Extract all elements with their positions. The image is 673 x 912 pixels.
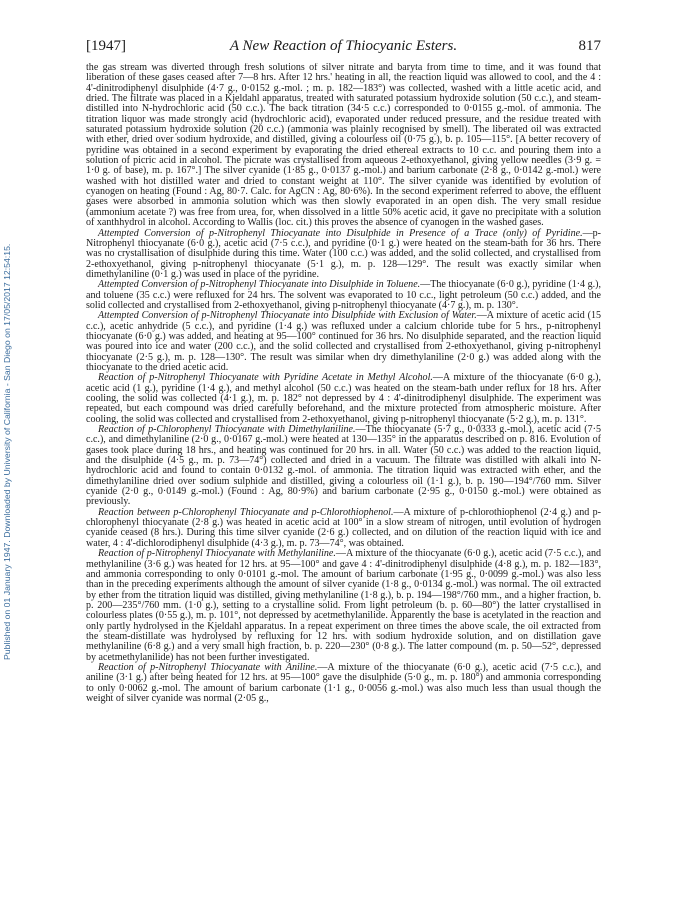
section-heading: Reaction of p-Nitrophenyl Thiocyanate with Pyridine Acetate in Methyl Alcohol. (98, 372, 433, 384)
section-heading: Attempted Conversion of p-Nitrophenyl Thiocyanate into Disulphide in Toluene. (98, 279, 421, 291)
paragraph-exclusion-water (86, 311, 601, 373)
paragraph-aniline (86, 663, 601, 704)
paragraph-pyridine-trace (86, 229, 601, 281)
download-watermark (2, 60, 14, 660)
paragraph-text: —A mixture of p-chlorothiophenol (2·4 g.) and p-chlorophenyl thiocyanate (2·8 g.) was heated in acetic acid at 100° in a slow stream of nitrogen, until evolution of hydrogen cyanide ceased (8 hrs.). During this time silver cyanide (2·6 g.) collected, and on dilution of the reaction liquid with ice and water, 4 : 4'-dichlorodiphenyl disulphide (4·3 g.), m. p. 73—74°, was obtained. (86, 506, 601, 549)
section-heading: Reaction of p-Nitrophenyl Thiocyanate with Aniline. (98, 661, 318, 673)
page-header (86, 38, 601, 58)
section-heading: Reaction of p-Chlorophenyl Thiocyanate with Dimethylaniline. (98, 424, 356, 436)
paragraph-chlorothiophenol (86, 508, 601, 549)
paragraph-pyridine-acetate (86, 373, 601, 425)
section-heading: Reaction between p-Chlorophenyl Thiocyanate and p-Chlorothiophenol. (98, 506, 394, 518)
paragraph-dimethylaniline (86, 425, 601, 508)
paragraph-methylaniline (86, 549, 601, 663)
paragraph-text: the gas stream was diverted through fresh solutions of silver nitrate and baryta from time to time, and it was found that liberation of these gases ceased after 7—8 hrs. After 12 hrs.' heating in all, the reaction liquid was allowed to cool, and the 4 : 4'-dinitrodiphenyl disulphide (4·7 g., 0·0152 g.-mol. ; m. p. 182—183°) was collected, washed with a little acetic acid, and dried. The filtrate was placed in a Kjeldahl apparatus, treated with saturated potassium hydroxide solution (50 c.c.), and steam-distilled into N-hydrochloric acid (50 c.c.). The back titration (34·5 c.c.) corresponded to 0·0155 g.-mol. of ammonia. The titration liquor was made strongly acid (hydrochloric acid), evaporated under reduced pressure, and the residue treated with saturated potassium hydroxide solution (20 c.c.) (ammonia was plainly recognised by smell). The liberated oil was extracted with ether, dried over sodium hydroxide, and distilled, giving a colourless oil (0·75 g.), b. p. 105—115°. [A better recovery of pyridine was obtained in a second experiment by evaporating the dried ethereal extracts to 10 c.c. and pouring them into a solution of picric acid in alcohol. The picrate was crystallised from aqueous 2-ethoxyethanol, giving yellow needles (3·9 g. = 1·0 g. of base), m. p. 167°.] The silver cyanide (1·85 g., 0·0137 g.-mol.) and barium carbonate (2·8 g., 0·0142 g.-mol.) were washed with hot distilled water and dried to constant weight at 110°. The silver cyanide was identified by evolution of cyanogen on heating (Found : Ag, 80·7. Calc. for AgCN : Ag, 80·6%). In the second experiment referred to above, the effluent gases were absorbed in ammonia solution which was then slowly evaporated in an open dish. The very small residue (ammonium acetate ?) was free from urea, for, when dissolved in a little 50% acetic acid, it gave no precipitate with a solution of xanthhydrol in alcohol. According to Wallis (loc. cit.) this proves the absence of cyanogen in the washed gases. (86, 63, 601, 229)
paragraph-text: —A mixture of the thiocyanate (6·0 g.), acetic acid (7·5 c.c.), and methylaniline (3·6 g.) was heated for 12 hrs. at 95—100° and gave 4 : 4'-dinitrodiphenyl disulphide (4·8 g.), m. p. 182—183°, and ammonia corresponding to only 0·0101 g.-mol. The amount of barium carbonate (1·95 g., 0·0099 g.-mol.) was also less than in the preceding experiments although the amount of silver cyanide (1·8 g., 0·0134 g.-mol.) was normal. The oil extracted by ether from the titration liquid was distilled, giving methylaniline (1·8 g.), b. p. 194—198°/760 mm., and a higher fraction, b. p. 200—235°/760 mm. (1·0 g.), setting to a crystalline solid. From light petroleum (b. p. 60—80°) the latter crystallised in colourless plates (0·55 g.), m. p. 101°, not depressed by acetmethylanilide. Apparently the base is acetylated in the reaction and only partly hydrolysed in the Kjeldahl apparatus. In a repeat experiment on three times the above scale, the oil extracted from the steam-distillate was hydrolysed by refluxing for 12 hrs. with sodium hydroxide solution, and on distillation gave methylaniline (6·8 g.) and a very small high fraction, b. p. 220—230° (0·8 g.). The latter compound (m. p. 50—52°, depressed by acetmethylanilide) has not been further investigated. (86, 548, 601, 663)
paragraph-text: —A mixture of the thiocyanate (6·0 g.), acetic acid (7·5 c.c.), and aniline (3·1 g.) after being heated for 12 hrs. at 95—100° gave the disulphide (5·0 g., m. p. 180°) and ammonia corresponding to only 0·0062 g.-mol. The amount of barium carbonate (1·1 g., 0·0056 g.-mol.) was also much less than usual though the weight of silver cyanide was normal (2·05 g., (86, 661, 601, 704)
paragraph-text: —A mixture of acetic acid (15 c.c.), acetic anhydride (5 c.c.), and pyridine (1·4 g.) was refluxed under a calcium chloride tube for 5 hrs., p-nitrophenyl thiocyanate (6·0 g.) was added, and heating at 95—100° continued for 36 hrs. No disulphide separated, and the reaction liquid was poured into ice and water (200 c.c.), and the solid collected and crystallised from 2-ethoxyethanol, giving p-nitrophenyl thiocyanate (2·5 g.), m. p. 128—130°. The result was similar when dry dimethylaniline (2·0 g.) was added along with the thiocyanate to the dried acetic acid. (86, 310, 601, 373)
header-year: [1947] (86, 38, 126, 54)
article-body (86, 63, 601, 903)
paragraph-text: —p-Nitrophenyl thiocyanate (6·0 g.), acetic acid (7·5 c.c.), and pyridine (0·1 g.) were heated on the steam-bath for 36 hrs. There was no crystallisation of disulphide during this time. Water (100 c.c.) was added, and the solid collected, and crystallised from 2-ethoxyethanol, giving p-nitrophenyl thiocyanate (5·1 g.), m. p. 128—129°. The result was exactly similar when dimethylaniline (0·1 g.) was used in place of the pyridine. (86, 227, 601, 280)
section-heading: Attempted Conversion of p-Nitrophenyl Thiocyanate into Disulphide with Exclusion of Water. (98, 310, 477, 322)
page-number: 817 (578, 38, 601, 54)
paragraph-text: —A mixture of the thiocyanate (6·0 g.), acetic acid (1 g.), pyridine (1·4 g.), and methyl alcohol (50 c.c.) was heated on the steam-bath under reflux for 18 hrs. After cooling, the solid was collected (4·1 g.), m. p. 182° not depressed by 4 : 4'-dinitrodiphenyl disulphide. The experiment was repeated, but each compound was dried carefully beforehand, and the mixture protected from atmospheric moisture. After cooling, the solid was collected and crystallised from 2-ethoxyethanol, giving p-nitrophenyl thiocyanate (5·2 g.), m. p. 131°. (86, 372, 601, 425)
section-heading: Attempted Conversion of p-Nitrophenyl Thiocyanate into Disulphide in Presence of a Trace (only) of Pyridine. (98, 227, 583, 239)
paragraph-continuation (86, 63, 601, 229)
paragraph-text: —The thiocyanate (6·0 g.), pyridine (1·4 g.), and toluene (35 c.c.) were refluxed for 24 hrs. The solvent was evaporated to 10 c.c., light petroleum (50 c.c.) added, and the solid collected and crystallised from 2-ethoxyethanol, giving p-nitrophenyl thiocyanate (4·7 g.), m. p. 130°. (86, 279, 601, 311)
paragraph-toluene (86, 280, 601, 311)
running-title: A New Reaction of Thiocyanic Esters. (229, 38, 458, 54)
section-heading: Reaction of p-Nitrophenyl Thiocyanate with Methylaniline. (98, 548, 336, 560)
download-watermark-text: Published on 01 January 1947. Downloaded by University of California - San Diego on 17/05/2017 12:54:15. (2, 243, 12, 660)
paragraph-text: —The thiocyanate (5·7 g., 0·0333 g.-mol.), acetic acid (7·5 c.c.), and dimethylaniline (2·0 g., 0·0167 g.-mol.) were heated at 130—135° in the apparatus described on p. 816. Evolution of gases took place during 18 hrs., and heating was continued for 20 hrs. in all. Water (50 c.c.) was added to the reaction liquid, and the disulphide (4·5 g., m. p. 73—74°) collected and dried in a vacuum. The filtrate was distilled with alkali into N-hydrochloric acid and found to contain 0·0132 g.-mol. of ammonia. The titration liquid was extracted with ether, and the dimethylaniline dried over sodium sulphide and distilled, giving a colourless oil (1·1 g.), b. p. 190—194°/760 mm. Silver cyanide (2·0 g., 0·0149 g.-mol.) (Found : Ag, 80·9%) and barium carbonate (2·95 g., 0·0150 g.-mol.) were obtained as previously. (86, 424, 601, 508)
